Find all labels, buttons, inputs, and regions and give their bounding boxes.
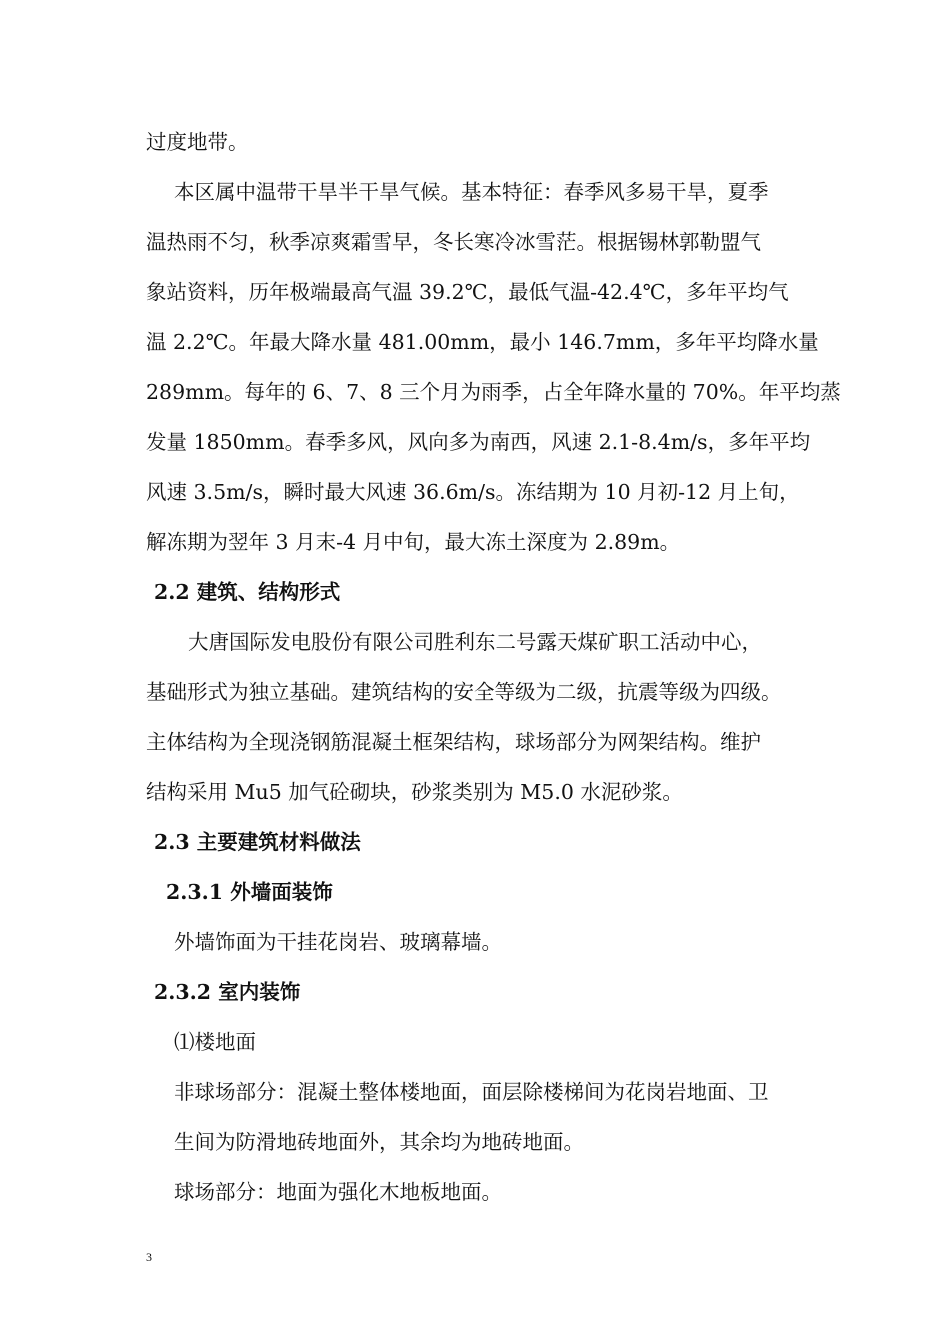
text-line: 外墙饰面为干挂花岗岩、玻璃幕墙。: [174, 930, 502, 954]
subsection-heading: 2.3.2 室内装饰: [154, 980, 301, 1004]
section-heading: 2.2 建筑、结构形式: [154, 580, 341, 604]
text-line: 象站资料，历年极端最高气温 39.2℃，最低气温-42.4℃，多年平均气: [146, 280, 789, 304]
text-line: 温热雨不匀，秋季凉爽霜雪早，冬长寒冷冰雪茫。根据锡林郭勒盟气: [146, 230, 761, 254]
text-line: 大唐国际发电股份有限公司胜利东二号露天煤矿职工活动中心，: [188, 630, 762, 654]
text-line: 解冻期为翌年 3 月末-4 月中旬，最大冻土深度为 2.89m。: [146, 530, 681, 554]
text-line: 发量 1850mm。春季多风，风向多为南西，风速 2.1-8.4m/s，多年平均: [146, 430, 811, 454]
text-line: 非球场部分：混凝土整体楼地面，面层除楼梯间为花岗岩地面、卫: [174, 1080, 769, 1104]
section-heading: 2.3 主要建筑材料做法: [154, 830, 361, 854]
text-line: 风速 3.5m/s，瞬时最大风速 36.6m/s。冻结期为 10 月初-12 月上旬，: [146, 480, 800, 504]
text-line: 289mm。每年的 6、7、8 三个月为雨季，占全年降水量的 70%。年平均蒸: [146, 380, 841, 404]
page-number: 3: [146, 1250, 152, 1264]
text-line: 本区属中温带干旱半干旱气候。基本特征：春季风多易干旱，夏季: [174, 180, 769, 204]
list-item-label: ⑴楼地面: [174, 1030, 256, 1054]
text-line: 过度地带。: [146, 130, 249, 154]
text-line: 球场部分：地面为强化木地板地面。: [174, 1180, 502, 1204]
text-line: 温 2.2℃。年最大降水量 481.00mm，最小 146.7mm，多年平均降水量: [146, 330, 819, 354]
text-line: 基础形式为独立基础。建筑结构的安全等级为二级，抗震等级为四级。: [146, 680, 782, 704]
text-line: 生间为防滑地砖地面外，其余均为地砖地面。: [174, 1130, 584, 1154]
text-line: 主体结构为全现浇钢筋混凝土框架结构，球场部分为网架结构。维护: [146, 730, 761, 754]
subsection-heading: 2.3.1 外墙面装饰: [166, 880, 333, 904]
text-line: 结构采用 Mu5 加气砼砌块，砂浆类别为 M5.0 水泥砂浆。: [146, 780, 683, 804]
